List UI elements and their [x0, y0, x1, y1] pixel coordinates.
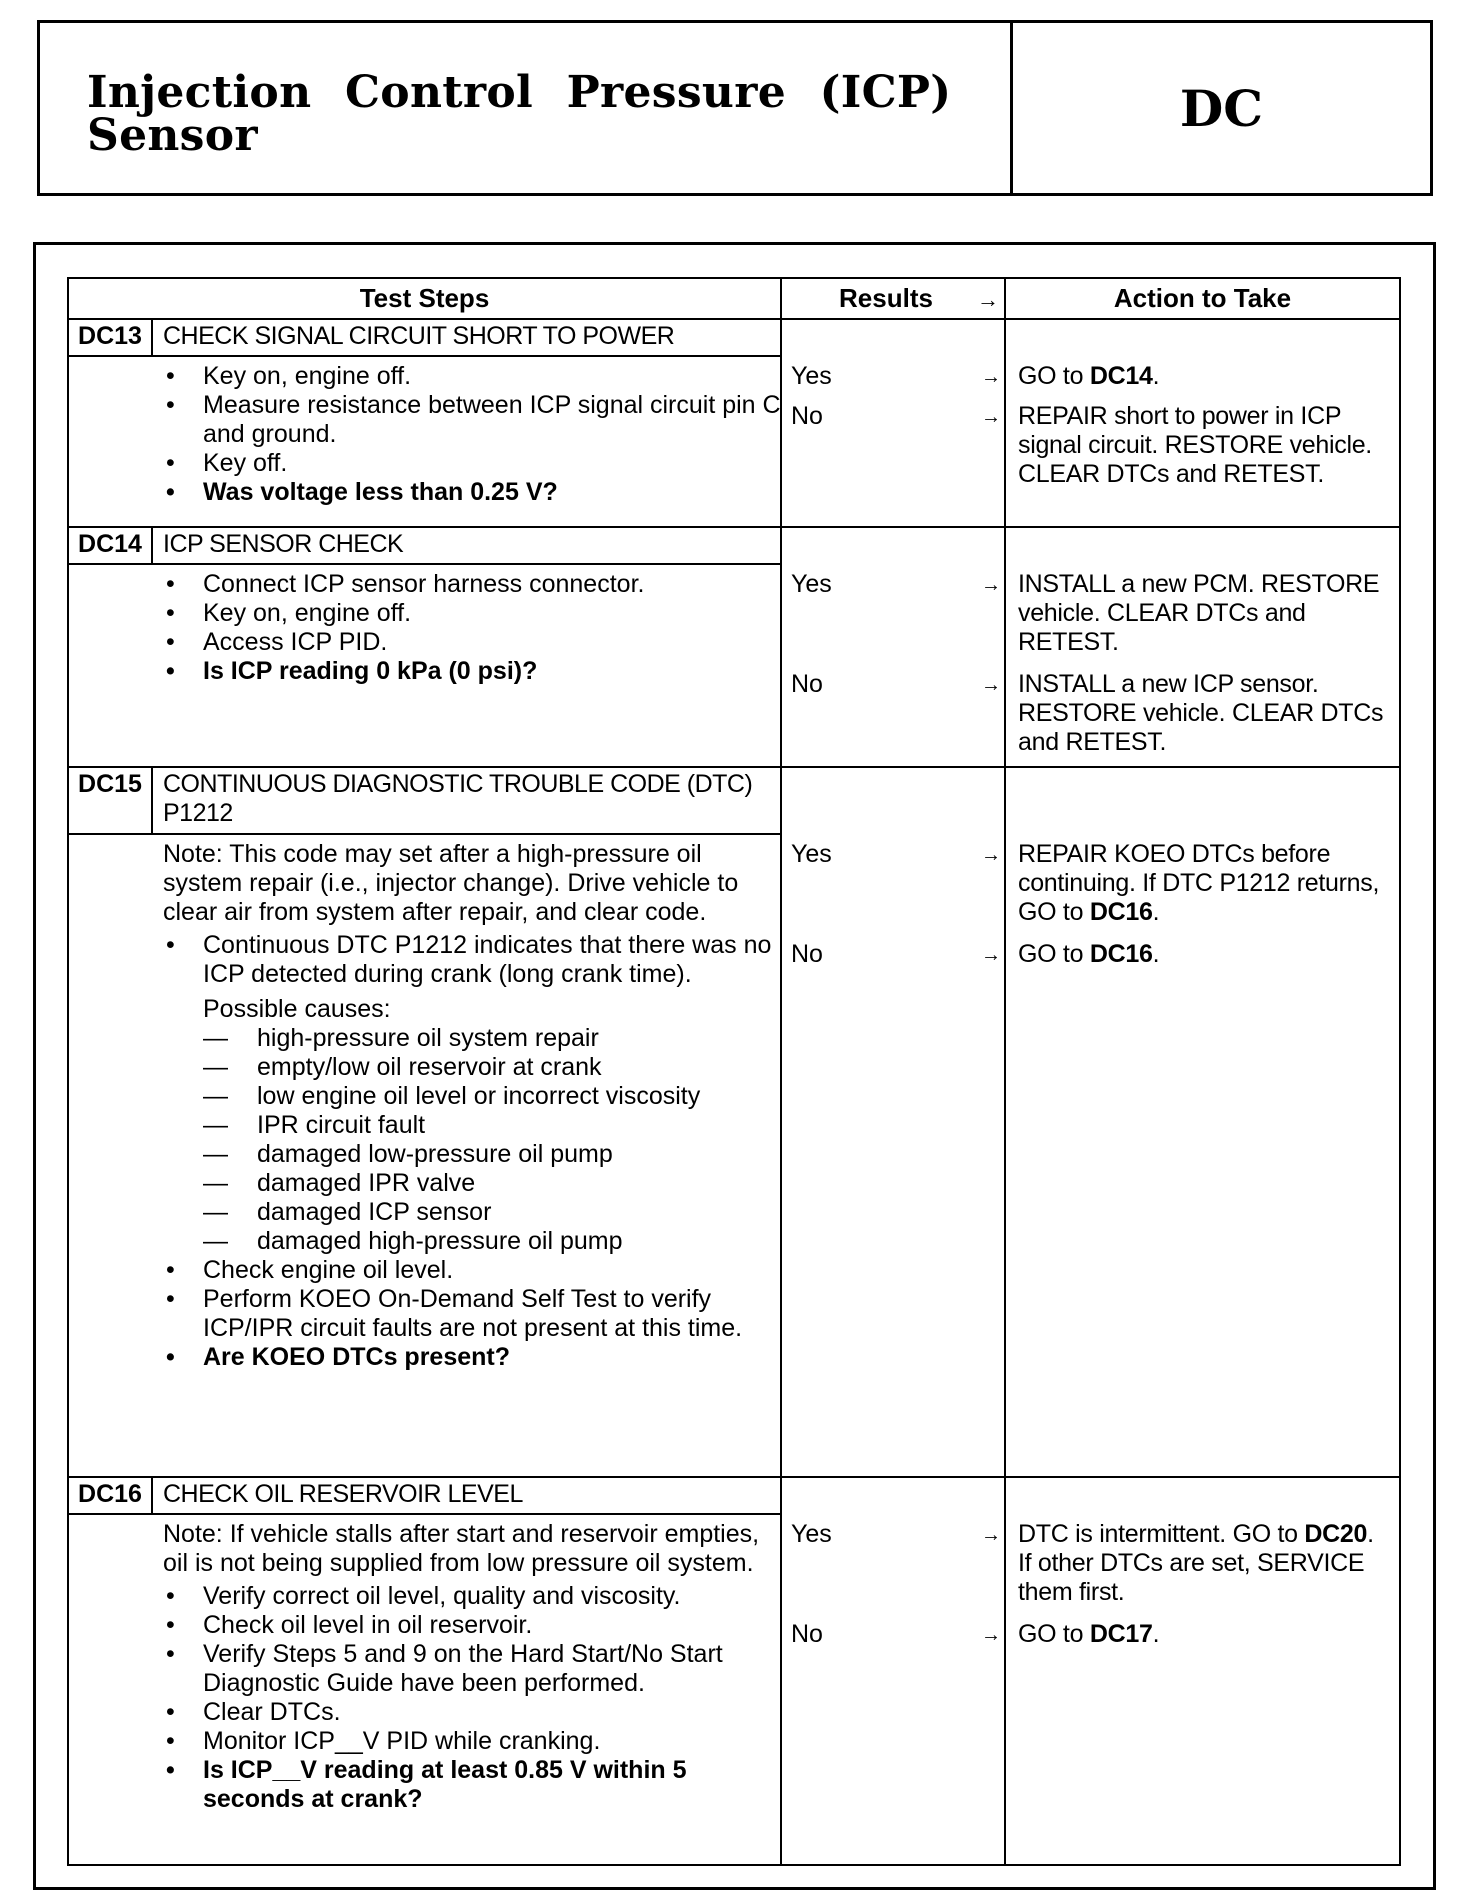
list-item: • Continuous DTC P1212 indicates that there was no ICP detected during crank (long crank time).	[163, 931, 783, 989]
action-text: INSTALL a new PCM. RESTORE vehicle. CLEAR DTCs and RETEST.	[1018, 570, 1380, 656]
page-title-line-2: Sensor	[87, 110, 258, 161]
step-note: Note: If vehicle stalls after start and reservoir empties, oil is not being supplied from low pressure oil system.	[163, 1520, 760, 1577]
result-no: No	[791, 670, 823, 698]
action-text: GO to DC14.	[1018, 362, 1160, 390]
step-title: CHECK OIL RESERVOIR LEVEL	[163, 1480, 523, 1508]
header-row-divider	[69, 318, 1399, 320]
result-yes: Yes	[791, 840, 832, 868]
step-id: DC15	[78, 770, 142, 798]
result-yes: Yes	[791, 362, 832, 390]
title-separator	[69, 1513, 780, 1515]
cause-item: — damaged low-pressure oil pump	[163, 1140, 783, 1169]
header-action: Action to Take	[1113, 283, 1292, 313]
step-body	[163, 362, 783, 507]
result-no: No	[791, 1620, 823, 1648]
list-item: • Key off.	[163, 449, 783, 478]
action-text: DTC is intermittent. GO to DC20. If other DTCs are set, SERVICE them first.	[1018, 1520, 1374, 1606]
arrow-icon: →	[981, 366, 1001, 388]
step-body	[163, 1520, 783, 1814]
column-divider-action	[1004, 279, 1006, 1864]
cause-item: — high-pressure oil system repair	[163, 1024, 783, 1053]
arrow-icon: →	[981, 1524, 1001, 1546]
header-arrow-icon: →	[977, 287, 999, 312]
header-test-steps: Test Steps	[359, 283, 490, 313]
list-item-question: • Is ICP__V reading at least 0.85 V within 5 seconds at crank?	[163, 1756, 783, 1814]
list-item: • Access ICP PID.	[163, 628, 783, 657]
arrow-icon: →	[981, 844, 1001, 866]
list-item: • Perform KOEO On-Demand Self Test to verify ICP/IPR circuit faults are not present at this time.	[163, 1285, 783, 1343]
row-divider	[69, 766, 1399, 768]
diagnostic-table	[67, 277, 1401, 1866]
cause-item: — damaged IPR valve	[163, 1169, 783, 1198]
step-id: DC13	[78, 322, 142, 350]
row-divider	[69, 526, 1399, 528]
list-item-question: • Was voltage less than 0.25 V?	[163, 478, 783, 507]
cause-item: — damaged high-pressure oil pump	[163, 1227, 783, 1256]
step-id: DC14	[78, 530, 142, 558]
list-item: • Verify Steps 5 and 9 on the Hard Start/No Start Diagnostic Guide have been performed.	[163, 1640, 783, 1698]
list-item: • Connect ICP sensor harness connector.	[163, 570, 783, 599]
stepid-divider	[151, 1477, 153, 1513]
result-no: No	[791, 940, 823, 968]
step-note: Note: This code may set after a high-pressure oil system repair (i.e., injector change). Drive vehicle to clear air from system after repair, and clear code.	[163, 840, 739, 926]
list-item: • Clear DTCs.	[163, 1698, 783, 1727]
result-no: No	[791, 402, 823, 430]
arrow-icon: →	[981, 944, 1001, 966]
page-header	[37, 20, 1433, 196]
arrow-icon: →	[981, 406, 1001, 428]
step-id: DC16	[78, 1480, 142, 1508]
list-item: • Monitor ICP__V PID while cranking.	[163, 1727, 783, 1756]
page-title-line-1: Injection Control Pressure (ICP)	[87, 67, 952, 118]
action-text: REPAIR KOEO DTCs before continuing. If DTC P1212 returns, GO to DC16.	[1018, 840, 1380, 926]
cause-item: — IPR circuit fault	[163, 1111, 783, 1140]
list-item: • Check oil level in oil reservoir.	[163, 1611, 783, 1640]
action-text: INSTALL a new ICP sensor. RESTORE vehicle. CLEAR DTCs and RETEST.	[1018, 670, 1384, 756]
stepid-divider	[151, 319, 153, 355]
list-item: • Key on, engine off.	[163, 362, 783, 391]
list-item: • Verify correct oil level, quality and viscosity.	[163, 1582, 783, 1611]
step-body	[163, 570, 783, 686]
cause-item: — empty/low oil reservoir at crank	[163, 1053, 783, 1082]
row-divider	[69, 1476, 1399, 1478]
title-separator	[69, 833, 780, 835]
step-title: ICP SENSOR CHECK	[163, 530, 404, 558]
list-item-question: • Are KOEO DTCs present?	[163, 1343, 783, 1372]
list-item: • Check engine oil level.	[163, 1256, 783, 1285]
title-separator	[69, 355, 780, 357]
stepid-divider	[151, 767, 153, 833]
action-text: REPAIR short to power in ICP signal circuit. RESTORE vehicle. CLEAR DTCs and RETEST.	[1018, 402, 1372, 488]
title-separator	[69, 563, 780, 565]
action-text: GO to DC16.	[1018, 940, 1160, 968]
arrow-icon: →	[981, 574, 1001, 596]
cause-item: — low engine oil level or incorrect viscosity	[163, 1082, 783, 1111]
arrow-icon: →	[981, 1624, 1001, 1646]
list-item-question: • Is ICP reading 0 kPa (0 psi)?	[163, 657, 783, 686]
section-code: DC	[1179, 78, 1264, 138]
list-item: • Measure resistance between ICP signal circuit pin C and ground.	[163, 391, 783, 449]
step-title: CHECK SIGNAL CIRCUIT SHORT TO POWER	[163, 322, 675, 350]
result-yes: Yes	[791, 570, 832, 598]
result-yes: Yes	[791, 1520, 832, 1548]
header-results: Results	[839, 283, 933, 313]
cause-item: — damaged ICP sensor	[163, 1198, 783, 1227]
step-body	[163, 840, 783, 1372]
list-item: • Key on, engine off.	[163, 599, 783, 628]
step-title: CONTINUOUS DIAGNOSTIC TROUBLE CODE (DTC) P1212	[163, 770, 753, 827]
page-title	[87, 67, 987, 161]
action-text: GO to DC17.	[1018, 1620, 1160, 1648]
causes-title: Possible causes:	[203, 995, 391, 1023]
arrow-icon: →	[981, 674, 1001, 696]
stepid-divider	[151, 527, 153, 563]
